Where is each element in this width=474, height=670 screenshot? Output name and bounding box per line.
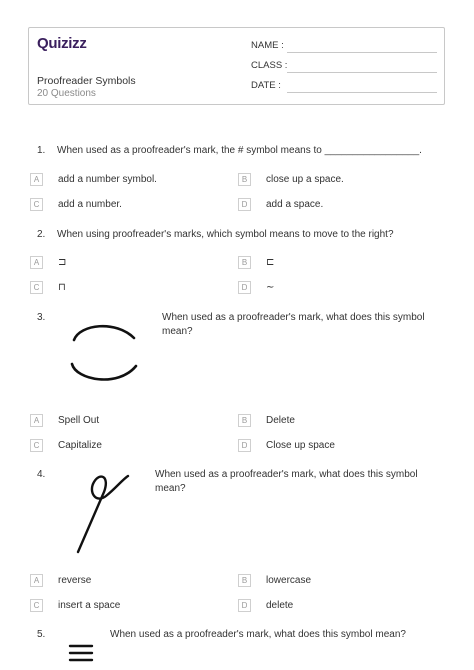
option-text: add a number symbol. xyxy=(58,174,157,185)
question-4-text xyxy=(155,468,445,496)
option-text: Delete xyxy=(266,415,295,426)
quizizz-logo: Quizizz xyxy=(37,35,87,52)
option-letter-box: D xyxy=(238,599,251,612)
option-text: ⊓ xyxy=(58,282,66,293)
option-letter-box: D xyxy=(238,198,251,211)
capitalize-triple-underline-icon xyxy=(66,640,96,666)
option-letter-box: A xyxy=(30,414,43,427)
option-letter-box: C xyxy=(30,439,43,452)
option-text: lowercase xyxy=(266,575,312,586)
class-label: CLASS : xyxy=(251,60,288,71)
option-letter-box: B xyxy=(238,574,251,587)
option-text: delete xyxy=(266,600,294,611)
option-text: reverse xyxy=(58,575,92,586)
question-2-number: 2. xyxy=(37,229,46,240)
date-label: DATE : xyxy=(251,80,281,91)
question-3-text xyxy=(162,311,442,339)
option-letter-box: A xyxy=(30,574,43,587)
question-2-text: When using proofreader's marks, which symbol means to move to the right? xyxy=(57,229,394,240)
worksheet-header xyxy=(28,27,445,105)
name-label: NAME : xyxy=(251,40,284,51)
question-4-number: 4. xyxy=(37,469,46,480)
option-text: ⊏ xyxy=(266,257,275,268)
question-4-text-line-1: When used as a proofreader's mark, what does this symbol xyxy=(155,469,418,480)
option-text: close up a space. xyxy=(266,174,344,185)
question-5-text: When used as a proofreader's mark, what does this symbol mean? xyxy=(110,629,406,640)
option-letter-box: B xyxy=(238,414,251,427)
question-5-number: 5. xyxy=(37,629,46,640)
question-1-text: When used as a proofreader's mark, the # symbol means to _________________. xyxy=(57,145,422,156)
spell-out-circle-mark-icon xyxy=(66,318,142,388)
class-line xyxy=(287,72,437,73)
option-text: Capitalize xyxy=(58,440,102,451)
option-letter-box: B xyxy=(238,173,251,186)
name-field[interactable] xyxy=(251,40,441,54)
question-3-text-line-1: When used as a proofreader's mark, what does this symbol xyxy=(162,312,425,323)
date-field[interactable] xyxy=(251,80,441,94)
question-3-number: 3. xyxy=(37,312,46,323)
option-text: Close up space xyxy=(266,440,335,451)
option-text: add a number. xyxy=(58,199,122,210)
option-letter-box: C xyxy=(30,281,43,294)
question-count: 20 Questions xyxy=(37,88,96,99)
worksheet-title: Proofreader Symbols xyxy=(37,75,136,87)
option-letter-box: B xyxy=(238,256,251,269)
option-letter-box: C xyxy=(30,198,43,211)
option-text: add a space. xyxy=(266,199,324,210)
option-text: insert a space xyxy=(58,600,121,611)
option-text: ∼ xyxy=(266,282,275,293)
option-letter-box: C xyxy=(30,599,43,612)
name-line xyxy=(287,52,437,53)
question-3-text-line-2: mean? xyxy=(162,326,193,337)
option-letter-box: D xyxy=(238,439,251,452)
question-1-number: 1. xyxy=(37,145,46,156)
option-letter-box: D xyxy=(238,281,251,294)
option-letter-box: A xyxy=(30,173,43,186)
option-text: ⊐ xyxy=(58,257,67,268)
class-field[interactable] xyxy=(251,60,441,74)
option-letter-box: A xyxy=(30,256,43,269)
date-line xyxy=(287,92,437,93)
option-text: Spell Out xyxy=(58,415,100,426)
question-4-text-line-2: mean? xyxy=(155,483,186,494)
delete-mark-icon xyxy=(70,470,140,556)
